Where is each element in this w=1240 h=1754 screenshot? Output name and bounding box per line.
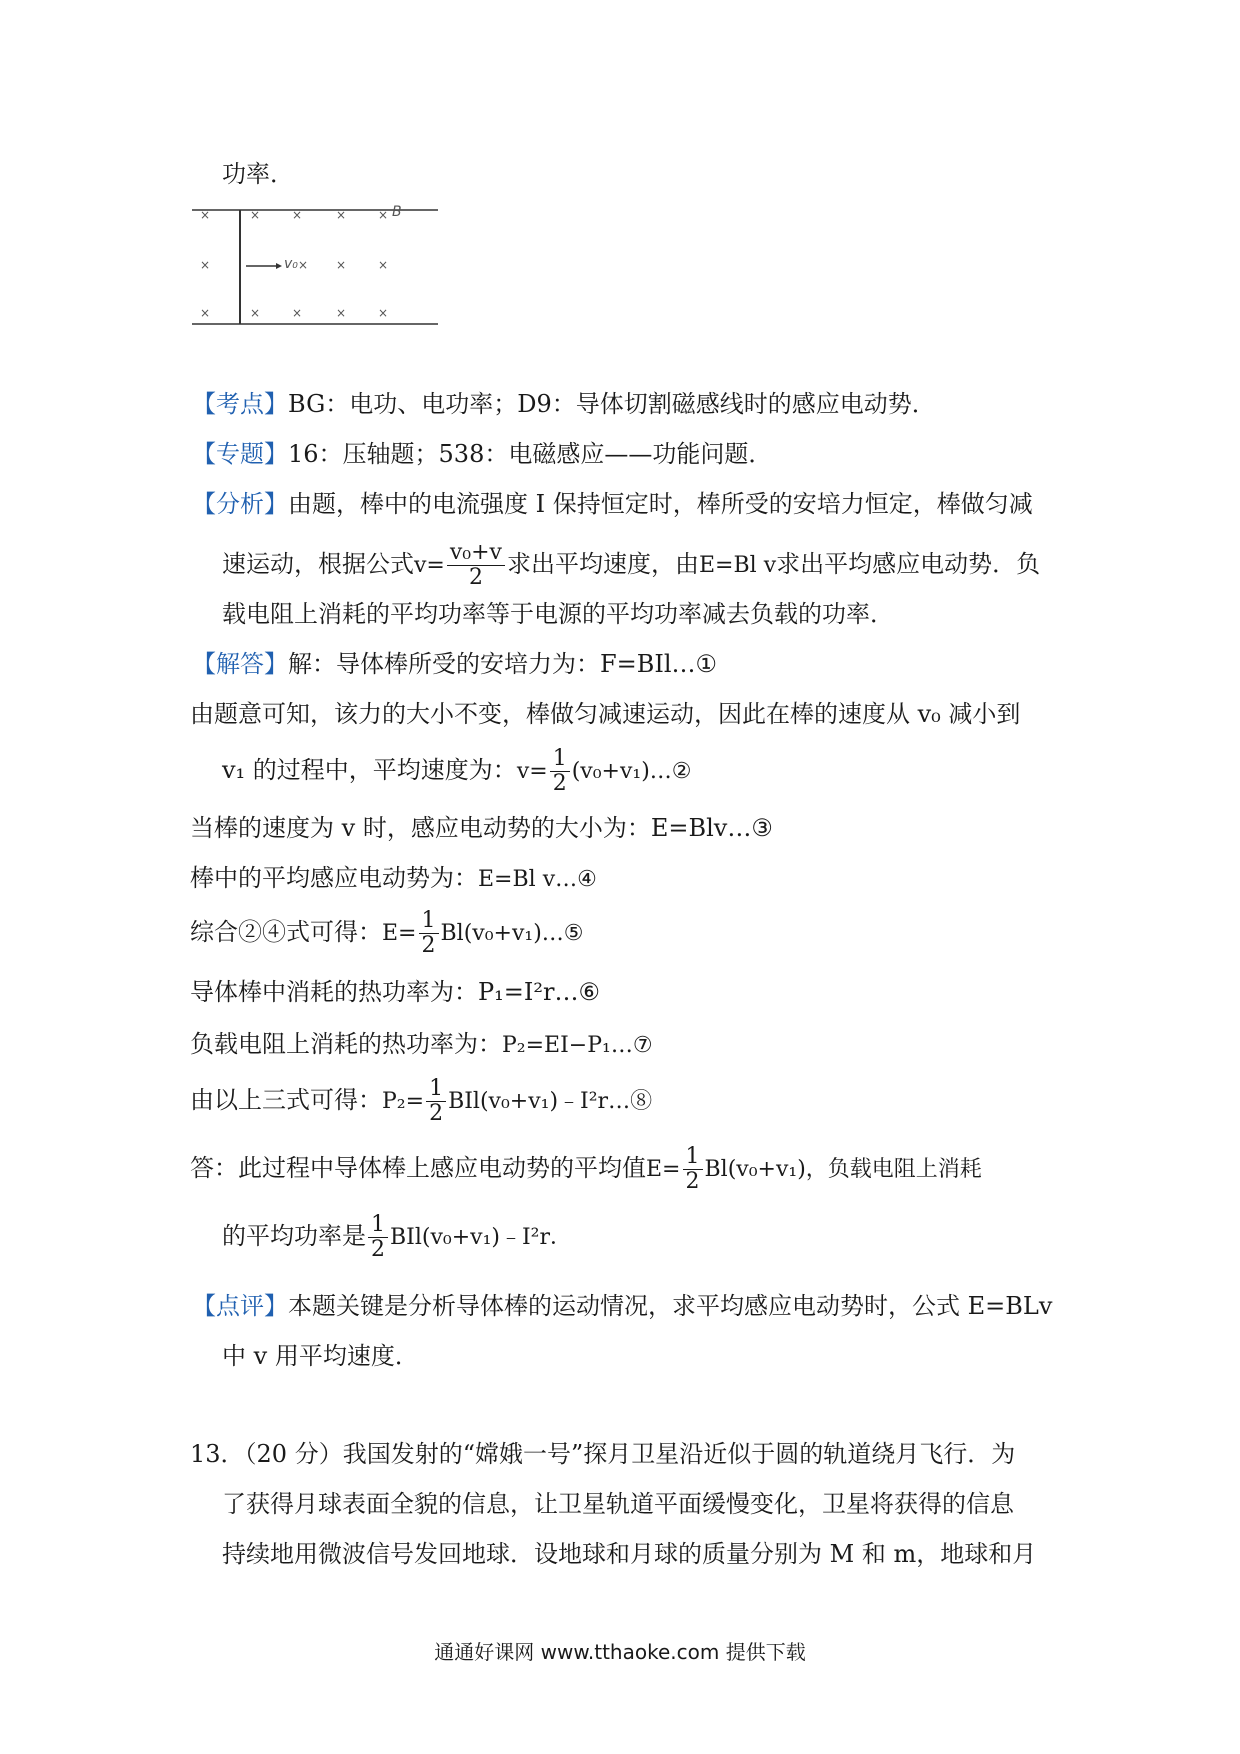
fenxi-fraction-num: v₀+v bbox=[447, 541, 505, 566]
jieda-formula-3-rest: (v₀+v₁)…② bbox=[571, 759, 692, 784]
fenxi-tag: 【分析】 bbox=[192, 490, 288, 518]
jieda-text-1: 解：导体棒所受的安培力为：F=BIl…① bbox=[288, 650, 718, 678]
half-den: 2 bbox=[429, 1101, 444, 1126]
field-x-mark: × bbox=[200, 306, 211, 320]
jieda-text-10a: 答：此过程中导体棒上感应电动势的平均值 bbox=[190, 1154, 646, 1182]
jieda-line-6 bbox=[190, 908, 584, 958]
jieda-formula-10-rest: Bl(v₀+v₁)，负载电阻上消耗 bbox=[704, 1157, 982, 1182]
jieda-tag: 【解答】 bbox=[192, 650, 288, 678]
fenxi-text-1: 由题，棒中的电流强度 I 保持恒定时，棒所受的安培力恒定，棒做匀减 bbox=[288, 490, 1033, 518]
half-num: 1 bbox=[683, 1145, 703, 1170]
fenxi-fraction bbox=[447, 541, 505, 590]
field-x-mark: × bbox=[200, 258, 211, 272]
half-num: 1 bbox=[419, 909, 439, 934]
q13-line-1: 13．（20 分）我国发射的“嫦娥一号”探月卫星沿近似于圆的轨道绕月飞行．为 bbox=[190, 1440, 1016, 1468]
jieda-line-2: 由题意可知，该力的大小不变，棒做匀减速运动，因此在棒的速度从 v₀ 减小到 bbox=[190, 700, 1021, 728]
jieda-formula-3: v= bbox=[516, 759, 548, 784]
fenxi-text-2a: 速运动，根据公式 bbox=[222, 550, 414, 578]
jieda-text-9a: 由以上三式可得： bbox=[190, 1086, 382, 1114]
jieda-line-8 bbox=[190, 1028, 653, 1062]
jieda-line-3 bbox=[222, 746, 692, 796]
jieda-formula-6-rest: Bl(v₀+v₁)…⑤ bbox=[440, 921, 584, 946]
field-x-mark: × bbox=[378, 306, 389, 320]
fenxi-formula-v: v= bbox=[414, 553, 445, 578]
zhuanti-text: 16：压轴题；538：电磁感应——功能问题． bbox=[288, 440, 773, 468]
field-x-mark: × bbox=[336, 306, 347, 320]
jieda-text-5a: 棒中的平均感应电动势为： bbox=[190, 864, 478, 892]
jieda-text-8a: 负载电阻上消耗的热功率为： bbox=[190, 1030, 502, 1058]
field-x-mark: × bbox=[336, 258, 347, 272]
dianping-line-1 bbox=[192, 1290, 1052, 1322]
kaodian-text: BG：电功、电功率；D9：导体切割磁感线时的感应电动势． bbox=[288, 390, 936, 418]
jieda-formula-6: E= bbox=[382, 921, 417, 946]
field-x-mark: × bbox=[378, 208, 389, 222]
dianping-text-1: 本题关键是分析导体棒的运动情况，求平均感应电动势时，公式 E=BLv bbox=[288, 1292, 1053, 1320]
field-figure bbox=[192, 206, 438, 326]
half-fraction bbox=[426, 1077, 446, 1126]
half-den: 2 bbox=[421, 933, 436, 958]
jieda-formula-9-rest: BIl(v₀+v₁)﹣I²r…⑧ bbox=[448, 1089, 653, 1114]
fenxi-fraction-den: 2 bbox=[468, 565, 483, 590]
fenxi-text-2b: 求出平均速度，由 bbox=[507, 550, 699, 578]
fenxi-formula-e: E=Bl v bbox=[699, 553, 777, 578]
zhuanti-line bbox=[192, 438, 772, 470]
field-label-v0: v₀ bbox=[284, 256, 298, 272]
jieda-line-1 bbox=[192, 648, 717, 680]
fenxi-line-2 bbox=[222, 540, 1040, 590]
half-den: 2 bbox=[371, 1237, 385, 1262]
half-den: 2 bbox=[552, 771, 567, 796]
field-x-mark: × bbox=[292, 306, 303, 320]
jieda-formula-10: E= bbox=[646, 1157, 681, 1182]
page-footer: 通通好课网 www.tthaoke.com 提供下载 bbox=[434, 1640, 806, 1664]
fenxi-line-3: 载电阻上消耗的平均功率等于电源的平均功率减去负载的功率． bbox=[222, 600, 894, 628]
field-x-mark: × bbox=[292, 208, 303, 222]
jieda-line-4: 当棒的速度为 v 时，感应电动势的大小为：E=Blv…③ bbox=[190, 814, 773, 842]
jieda-line-10 bbox=[190, 1144, 982, 1194]
half-fraction bbox=[419, 909, 439, 958]
jieda-text-3a: v₁ 的过程中，平均速度为： bbox=[222, 756, 517, 784]
field-x-mark: × bbox=[378, 258, 389, 272]
half-fraction bbox=[683, 1145, 703, 1194]
field-x-mark: × bbox=[200, 208, 211, 222]
intro-word: 功率． bbox=[222, 160, 294, 188]
jieda-formula-5: E=Bl v…④ bbox=[478, 867, 597, 892]
jieda-text-6a: 综合②④式可得： bbox=[190, 918, 382, 946]
q13-line-2: 了获得月球表面全貌的信息，让卫星轨道平面缓慢变化，卫星将获得的信息 bbox=[222, 1490, 1014, 1518]
jieda-line-5 bbox=[190, 862, 597, 896]
fenxi-line-1 bbox=[192, 488, 1033, 520]
jieda-formula-8: P₂=EI−P₁…⑦ bbox=[502, 1033, 653, 1058]
kaodian-tag: 【考点】 bbox=[192, 390, 288, 418]
field-x-mark: × bbox=[298, 258, 309, 272]
dianping-tag: 【点评】 bbox=[192, 1292, 288, 1320]
half-num: 1 bbox=[550, 747, 570, 772]
half-num: 1 bbox=[368, 1213, 388, 1238]
half-num: 1 bbox=[426, 1077, 446, 1102]
jieda-formula-9: P₂= bbox=[382, 1089, 425, 1114]
dianping-line-2: 中 v 用平均速度． bbox=[222, 1342, 419, 1370]
kaodian-line bbox=[192, 388, 936, 420]
jieda-line-9 bbox=[190, 1076, 652, 1126]
half-fraction bbox=[550, 747, 570, 796]
field-label-b: B bbox=[392, 204, 402, 220]
field-x-mark: × bbox=[250, 306, 261, 320]
field-diagram bbox=[192, 206, 438, 326]
jieda-line-7: 导体棒中消耗的热功率为：P₁=I²r…⑥ bbox=[190, 978, 600, 1006]
fenxi-text-2c: 求出平均感应电动势．负 bbox=[776, 550, 1041, 578]
field-x-mark: × bbox=[250, 208, 261, 222]
q13-line-3: 持续地用微波信号发回地球．设地球和月球的质量分别为 M 和 m，地球和月 bbox=[222, 1540, 1037, 1568]
half-den: 2 bbox=[685, 1169, 700, 1194]
field-x-mark: × bbox=[336, 208, 347, 222]
jieda-formula-11-rest: BIl(v₀+v₁)﹣I²r． bbox=[390, 1225, 573, 1250]
jieda-text-11a: 的平均功率是 bbox=[222, 1222, 366, 1250]
half-fraction bbox=[368, 1213, 388, 1262]
zhuanti-tag: 【专题】 bbox=[192, 440, 288, 468]
jieda-line-11 bbox=[222, 1212, 572, 1262]
